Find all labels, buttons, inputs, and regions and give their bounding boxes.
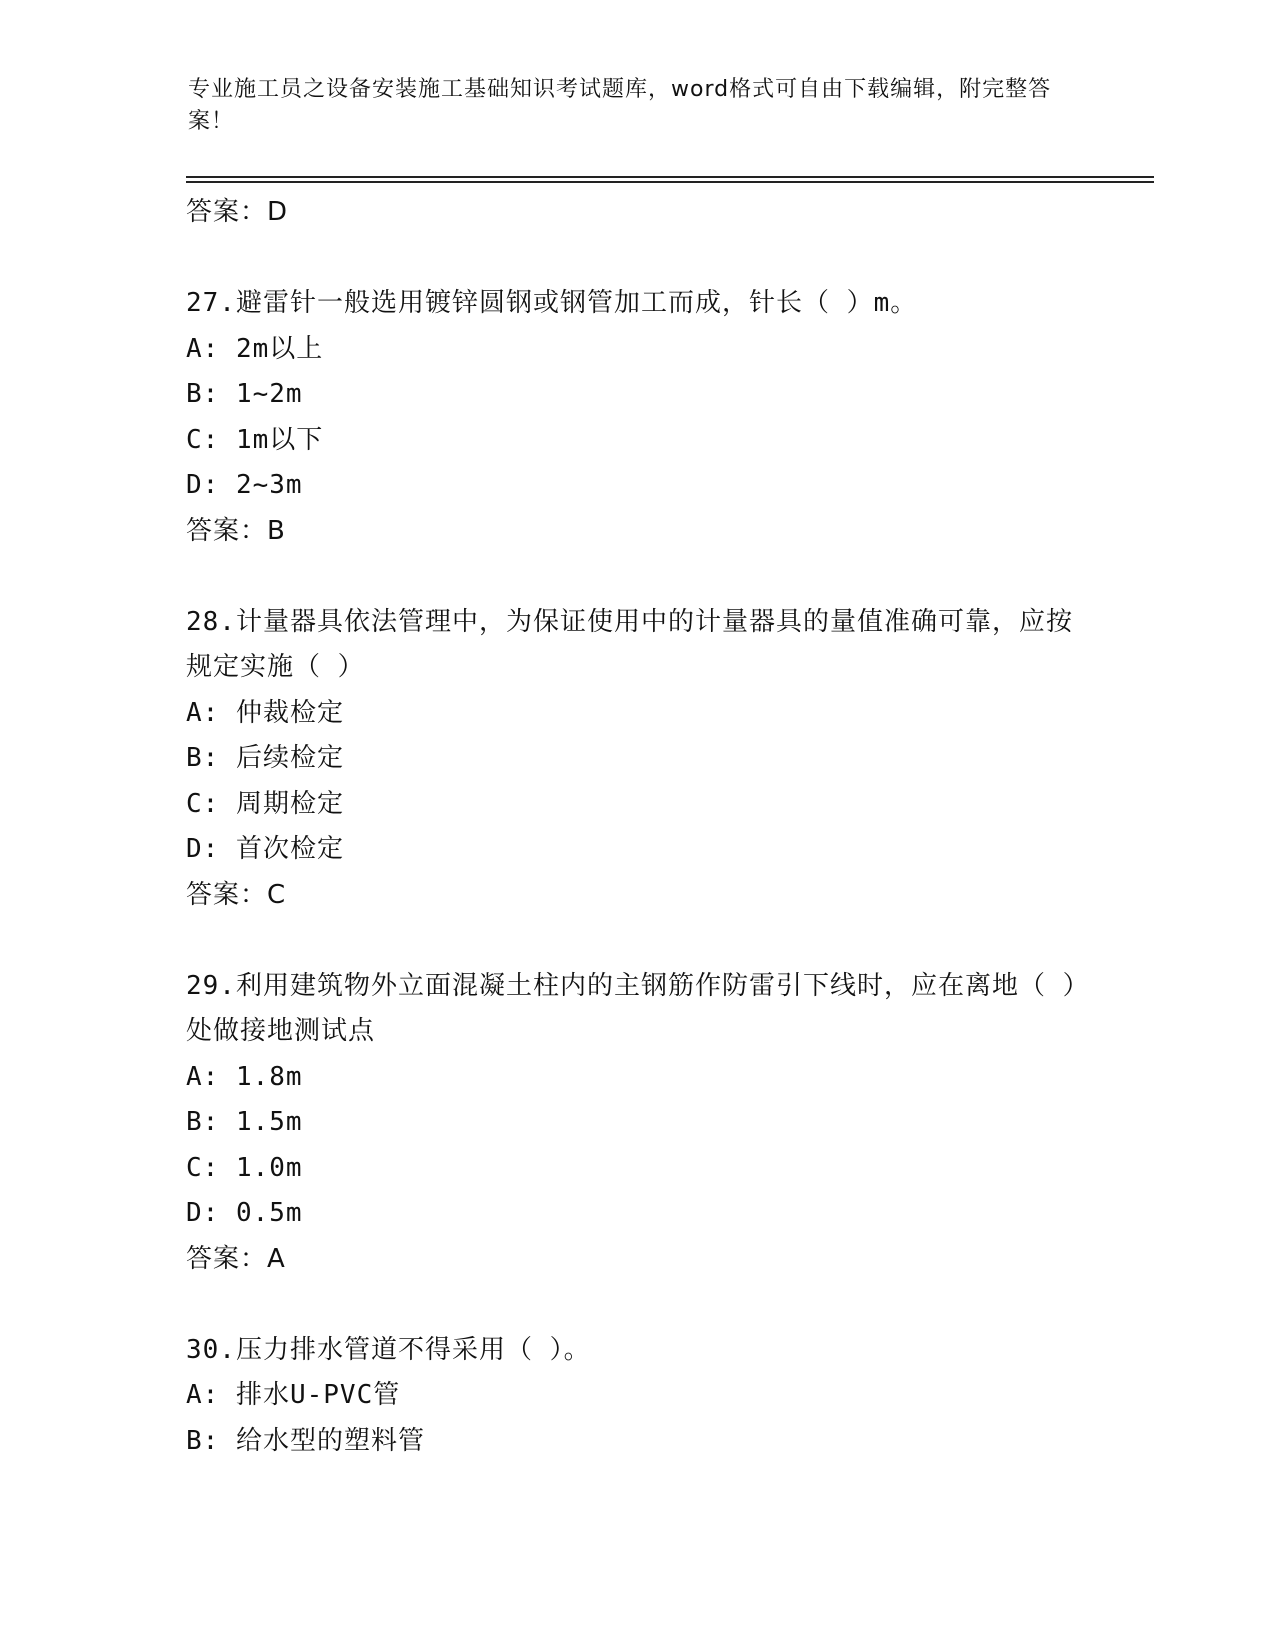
option-c: C: 1m以下: [186, 424, 324, 455]
spacer: [186, 918, 1086, 964]
question-27: 27.避雷针一般选用镀锌圆钢或钢管加工而成，针长（ ）m。: [186, 288, 918, 318]
option-d: D: 首次检定: [186, 834, 344, 864]
option-d: D: 0.5m: [186, 1198, 303, 1228]
question-28: 28.计量器具依法管理中，为保证使用中的计量器具的量值准确可靠，应按规定实施（ ）: [186, 606, 1073, 682]
answer-line: 答案：D: [186, 197, 289, 227]
option-b: B: 1.5m: [186, 1107, 303, 1137]
answer-line: 答案：B: [186, 515, 286, 546]
document-header: 专业施工员之设备安装施工基础知识考试题库，word格式可自由下载编辑，附完整答案！: [188, 77, 1052, 134]
option-a: A: 仲裁检定: [186, 697, 344, 728]
question-30: 30.压力排水管道不得采用（ ）。: [186, 1334, 591, 1365]
option-a: A: 2m以上: [186, 333, 324, 364]
option-b: B: 1~2m: [186, 379, 303, 409]
answer-line: 答案：C: [186, 879, 287, 910]
option-b: B: 后续检定: [186, 743, 344, 773]
spacer: [186, 1282, 1086, 1328]
option-c: C: 1.0m: [186, 1152, 303, 1183]
header-divider-top: [186, 176, 1154, 178]
option-c: C: 周期检定: [186, 788, 344, 819]
header-divider-bottom: [186, 181, 1154, 183]
document-content: [186, 190, 1086, 1464]
option-a: A: 1.8m: [186, 1061, 303, 1092]
option-d: D: 2~3m: [186, 470, 303, 500]
question-29: 29.利用建筑物外立面混凝土柱内的主钢筋作防雷引下线时，应在离地（ ）处做接地测试点: [186, 970, 1077, 1046]
answer-line: 答案：A: [186, 1243, 286, 1274]
spacer: [186, 554, 1086, 600]
option-a: A: 排水U-PVC管: [186, 1380, 401, 1410]
option-b: B: 给水型的塑料管: [186, 1425, 425, 1456]
spacer: [186, 236, 1086, 282]
